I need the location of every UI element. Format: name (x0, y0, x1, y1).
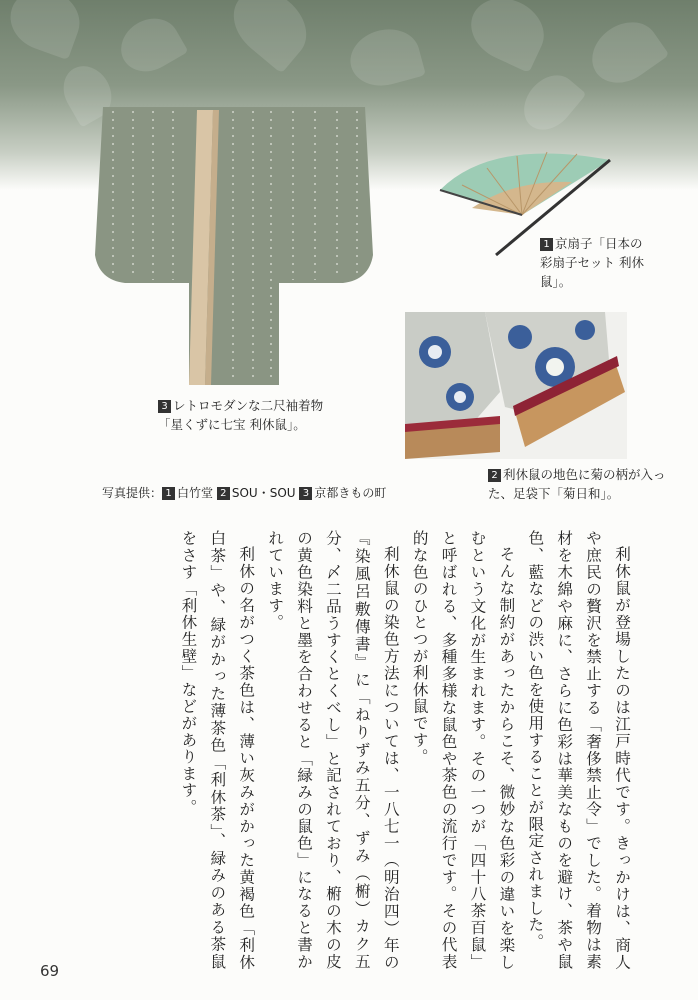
paragraph: そんな制約があったからこそ、微妙な色彩の違いを楽しむという文化が生まれます。その一つが「四十八茶百鼠」と呼ばれる、多種多様な鼠色や茶色の流行です。その代表的な色のひとつが利休鼠です。 (410, 530, 516, 970)
photo-credits: 写真提供： 1 白竹堂 2 SOU・SOU 3 京都きもの町 (102, 486, 387, 500)
kimono-photo (93, 105, 375, 388)
kimono-caption: 3 レトロモダンな二尺袖着物「星くずに七宝 利休鼠」。 (158, 398, 324, 432)
page-number: 69 (40, 962, 60, 980)
paragraph: 利休鼠が登場したのは江戸時代です。きっかけは、商人や庶民の贅沢を禁止する「奢侈禁止令」でした。着物は素材を木綿や麻に、さらに色彩は華美なものを避け、茶や鼠色、藍などの渋い色を使用することが限定されました。 (526, 530, 631, 970)
paragraph: 利休鼠の染色方法については、一八七一（明治四）年の『染風呂敷傳書』に「ねりずみ五分、ずみ（椨）カク五分、〆二品うすくとくべし」と記されており、椨の木の皮の黄色染料と墨を合わせると「緑みの鼠色」になると書かれています。 (266, 530, 400, 970)
fan-caption: 1 京扇子「日本の彩扇子セット 利休鼠」。 (540, 236, 644, 289)
tabi-caption: 2 利休鼠の地色に菊の柄が入った、足袋下「菊日和」。 (488, 467, 666, 501)
paragraph: 利休の名がつく茶色は、薄い灰みがかった黄褐色「利休白茶」や、緑がかった薄茶色「利休茶」、緑みのある茶鼠をさす「利休生壁」などがあります。 (179, 530, 256, 970)
article-body (84, 530, 636, 970)
tabi-sandals-photo (405, 312, 627, 459)
